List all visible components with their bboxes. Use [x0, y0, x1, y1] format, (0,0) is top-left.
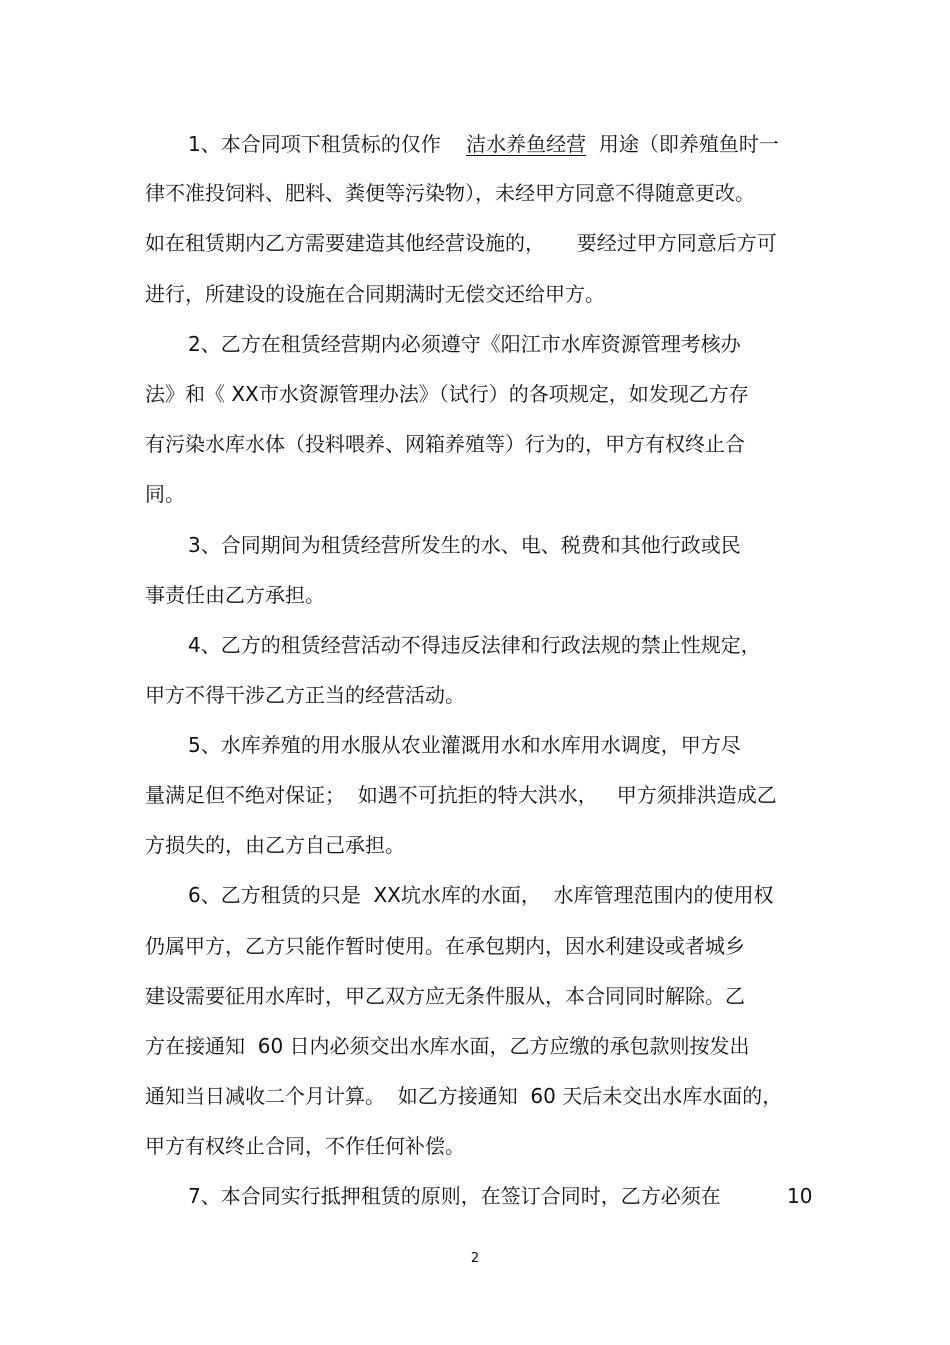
body-text-line: 6、乙方租赁的只是 XX坑水库的水面， 水库管理范围内的使用权 [188, 883, 774, 907]
body-text-line: 仍属甲方，乙方只能作暂时使用。在承包期内，因水利建设或者城乡 [145, 934, 745, 958]
body-text-line: 同。 [145, 482, 185, 506]
underlined-field-value: 洁水养鱼经营 [466, 132, 587, 156]
body-text-line: 1、本合同项下租赁标的仅作 [188, 132, 467, 156]
body-text-line: 7、本合同实行抵押租赁的原则，在签订合同时，乙方必须在 [188, 1184, 721, 1208]
body-text-line: 2、乙方在租赁经营期内必须遵守《阳江市水库资源管理考核办 [188, 332, 741, 356]
body-text-line: 建设需要征用水库时，甲乙双方应无条件服从，本合同同时解除。乙 [145, 984, 745, 1008]
body-text-line: 律不准投饲料、肥料、粪便等污染物），未经甲方同意不得随意更改。 [145, 181, 755, 205]
body-text-line: 方在接通知 60 日内必须交出水库水面，乙方应缴的承包款则按发出 [145, 1034, 750, 1058]
body-text-line: 量满足但不绝对保证； 如遇不可抗拒的特大洪水， 甲方须排洪造成乙 [145, 783, 777, 807]
body-text-line: 4、乙方的租赁经营活动不得违反法律和行政法规的禁止性规定， [188, 633, 761, 657]
body-text-line: 进行，所建设的设施在合同期满时无偿交还给甲方。 [145, 282, 605, 306]
body-text-line: 方损失的，由乙方自己承担。 [145, 833, 405, 857]
body-text-line: 有污染水库水体（投料喂养、网箱养殖等）行为的，甲方有权终止合 [145, 432, 745, 456]
body-text-line: 用途（即养殖鱼时一 [586, 132, 779, 156]
body-text-line: 事责任由乙方承担。 [145, 583, 325, 607]
body-text-line: 5、水库养殖的用水服从农业灌溉用水和水库用水调度，甲方尽 [188, 733, 741, 757]
body-text-line: 通知当日减收二个月计算。 如乙方接通知 60 天后未交出水库水面的， [145, 1084, 783, 1108]
body-text-line: 3、合同期间为租赁经营所发生的水、电、税费和其他行政或民 [188, 533, 741, 557]
body-text-line: 法》和《 XX市水资源管理办法》（试行）的各项规定，如发现乙方存 [145, 382, 749, 406]
body-text-line: 甲方不得干涉乙方正当的经营活动。 [145, 683, 465, 707]
body-text-line: 10 [787, 1184, 813, 1208]
body-text-line: 甲方有权终止合同，不作任何补偿。 [145, 1134, 465, 1158]
body-text-line: 如在租赁期内乙方需要建造其他经营设施的， 要经过甲方同意后方可 [145, 231, 777, 255]
page-number: 2 [470, 1251, 480, 1266]
